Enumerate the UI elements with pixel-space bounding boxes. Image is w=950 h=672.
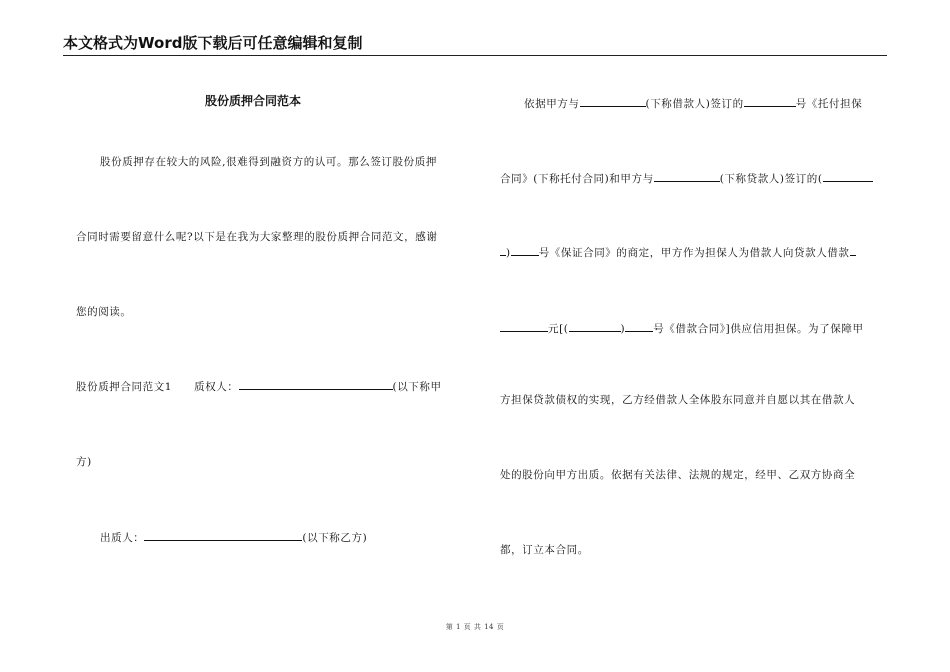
r4-text-b: ) (620, 323, 626, 335)
r3-blank-2 (511, 244, 539, 256)
pledgee-line (76, 378, 442, 394)
r4-text-c: 号《借款合同》]供应信用担保。为了保障甲 (653, 323, 864, 335)
header-title: 本文格式为Word版下载后可任意编辑和复制 (63, 34, 363, 52)
r1-blank-1 (580, 95, 646, 107)
right-line-2 (500, 170, 873, 186)
right-line-3 (500, 244, 856, 260)
r1-text-c: 号《托付担保 (795, 98, 863, 110)
right-line-1 (524, 95, 862, 111)
r4-blank-1 (500, 320, 548, 332)
r2-text-a: 合同》(下称托付合同)和甲方与 (500, 173, 654, 185)
pledgor-line (100, 529, 367, 545)
intro-line-2: 合同时需要留意什么呢?以下是在我为大家整理的股份质押合同范文，感谢 (76, 231, 438, 243)
r4-blank-2 (569, 320, 621, 332)
r2-blank-2 (823, 170, 873, 182)
pledgee-blank (239, 378, 393, 390)
r2-text-b: (下称贷款人)签订的( (719, 173, 823, 185)
r1-text-b: (下称借款人)签订的 (645, 98, 744, 110)
r3-text-a: ) (506, 247, 511, 259)
r3-text-b: 号《保证合同》的商定，甲方作为担保人为借款人向贷款人借款 (538, 247, 850, 259)
pledgor-blank (144, 529, 302, 541)
pledgee-continuation: 方) (76, 456, 92, 468)
right-line-4 (500, 320, 864, 336)
intro-line-1: 股份质押存在较大的风险,很难得到融资方的认可。那么签订股份质押 (100, 156, 437, 168)
r4-text-a: 元[( (548, 323, 569, 335)
pledgor-suffix: (以下称乙方) (302, 532, 368, 544)
right-line-7: 都，订立本合同。 (500, 544, 589, 556)
r4-blank-3 (625, 320, 653, 332)
pledgor-label: 出质人： (100, 532, 145, 544)
r1-text-a: 依据甲方与 (524, 98, 580, 110)
r1-blank-2 (744, 95, 796, 107)
right-line-5: 方担保贷款债权的实现，乙方经借款人全体股东同意并自愿以其在借款人 (500, 394, 856, 406)
right-line-6: 处的股份向甲方出质。依据有关法律、法规的规定，经甲、乙双方协商全 (500, 469, 856, 481)
r2-blank-1 (654, 170, 720, 182)
r3-blank-3 (850, 244, 856, 256)
intro-line-3: 您的阅读。 (76, 306, 132, 318)
page-header (63, 33, 887, 56)
pledgee-suffix: (以下称甲 (392, 381, 442, 393)
pledgee-label: 质权人： (194, 381, 239, 393)
page-footer: 第 1 页 共 14 页 (445, 623, 505, 631)
document-title: 股份质押合同范本 (205, 94, 302, 108)
sample-label: 股份质押合同范文1 (76, 381, 173, 393)
